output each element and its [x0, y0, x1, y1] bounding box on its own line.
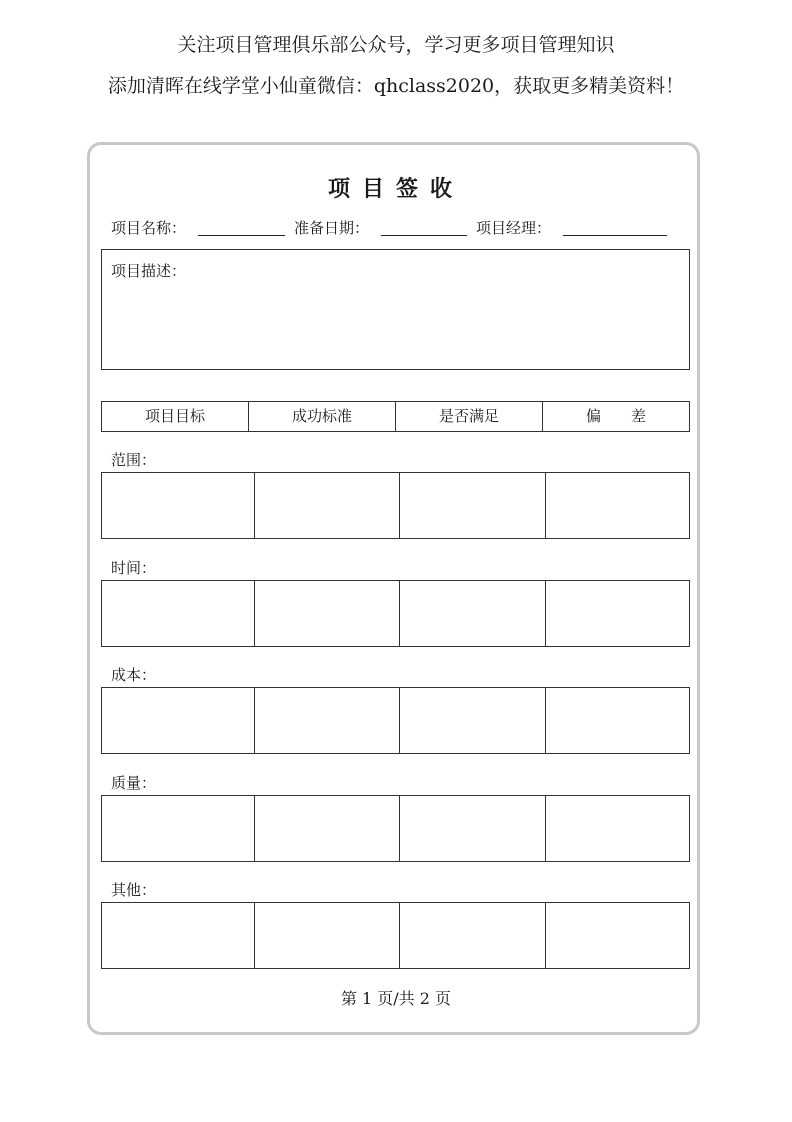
column-header: 偏 差: [585, 407, 646, 425]
section-row-other[interactable]: [101, 902, 690, 969]
cell-divider: [254, 796, 255, 861]
cell-divider: [254, 903, 255, 968]
banner-line-1: 关注项目管理俱乐部公众号，学习更多项目管理知识: [177, 34, 615, 56]
project-name-label: 项目名称：: [111, 219, 187, 237]
prep-date-label: 准备日期：: [294, 219, 370, 237]
section-label-quality: 质量：: [111, 774, 157, 792]
section-label-scope: 范围：: [111, 451, 157, 469]
cell-divider: [545, 796, 546, 861]
cell-divider: [254, 473, 255, 538]
cell-divider: [399, 473, 400, 538]
cell-divider: [399, 581, 400, 646]
section-row-quality[interactable]: [101, 795, 690, 862]
project-description-label: 项目描述：: [111, 262, 187, 280]
section-row-time[interactable]: [101, 580, 690, 647]
cell-divider: [254, 581, 255, 646]
column-header: 成功标准: [249, 402, 396, 431]
project-description-box[interactable]: [101, 249, 690, 370]
section-row-scope[interactable]: [101, 472, 690, 539]
cell-divider: [399, 688, 400, 753]
form-title: 项目签收: [327, 177, 464, 202]
column-header: 项目目标: [102, 402, 249, 431]
section-label-time: 时间：: [111, 559, 157, 577]
section-label-other: 其他：: [111, 881, 157, 899]
cell-divider: [545, 581, 546, 646]
section-label-cost: 成本：: [111, 666, 157, 684]
project-manager-label: 项目经理：: [476, 219, 552, 237]
project-name-field[interactable]: [198, 235, 285, 236]
prep-date-field[interactable]: [381, 235, 467, 236]
page-number: 第 1 页/共 2 页: [340, 989, 452, 1008]
banner-line-2: 添加清晖在线学堂小仙童微信：qhclass2020，获取更多精美资料！: [107, 75, 685, 97]
cell-divider: [399, 903, 400, 968]
column-header-row: [101, 401, 690, 432]
cell-divider: [545, 903, 546, 968]
cell-divider: [545, 473, 546, 538]
cell-divider: [254, 688, 255, 753]
cell-divider: [399, 796, 400, 861]
section-row-cost[interactable]: [101, 687, 690, 754]
cell-divider: [545, 688, 546, 753]
column-header: 是否满足: [396, 402, 543, 431]
project-manager-field[interactable]: [563, 235, 667, 236]
